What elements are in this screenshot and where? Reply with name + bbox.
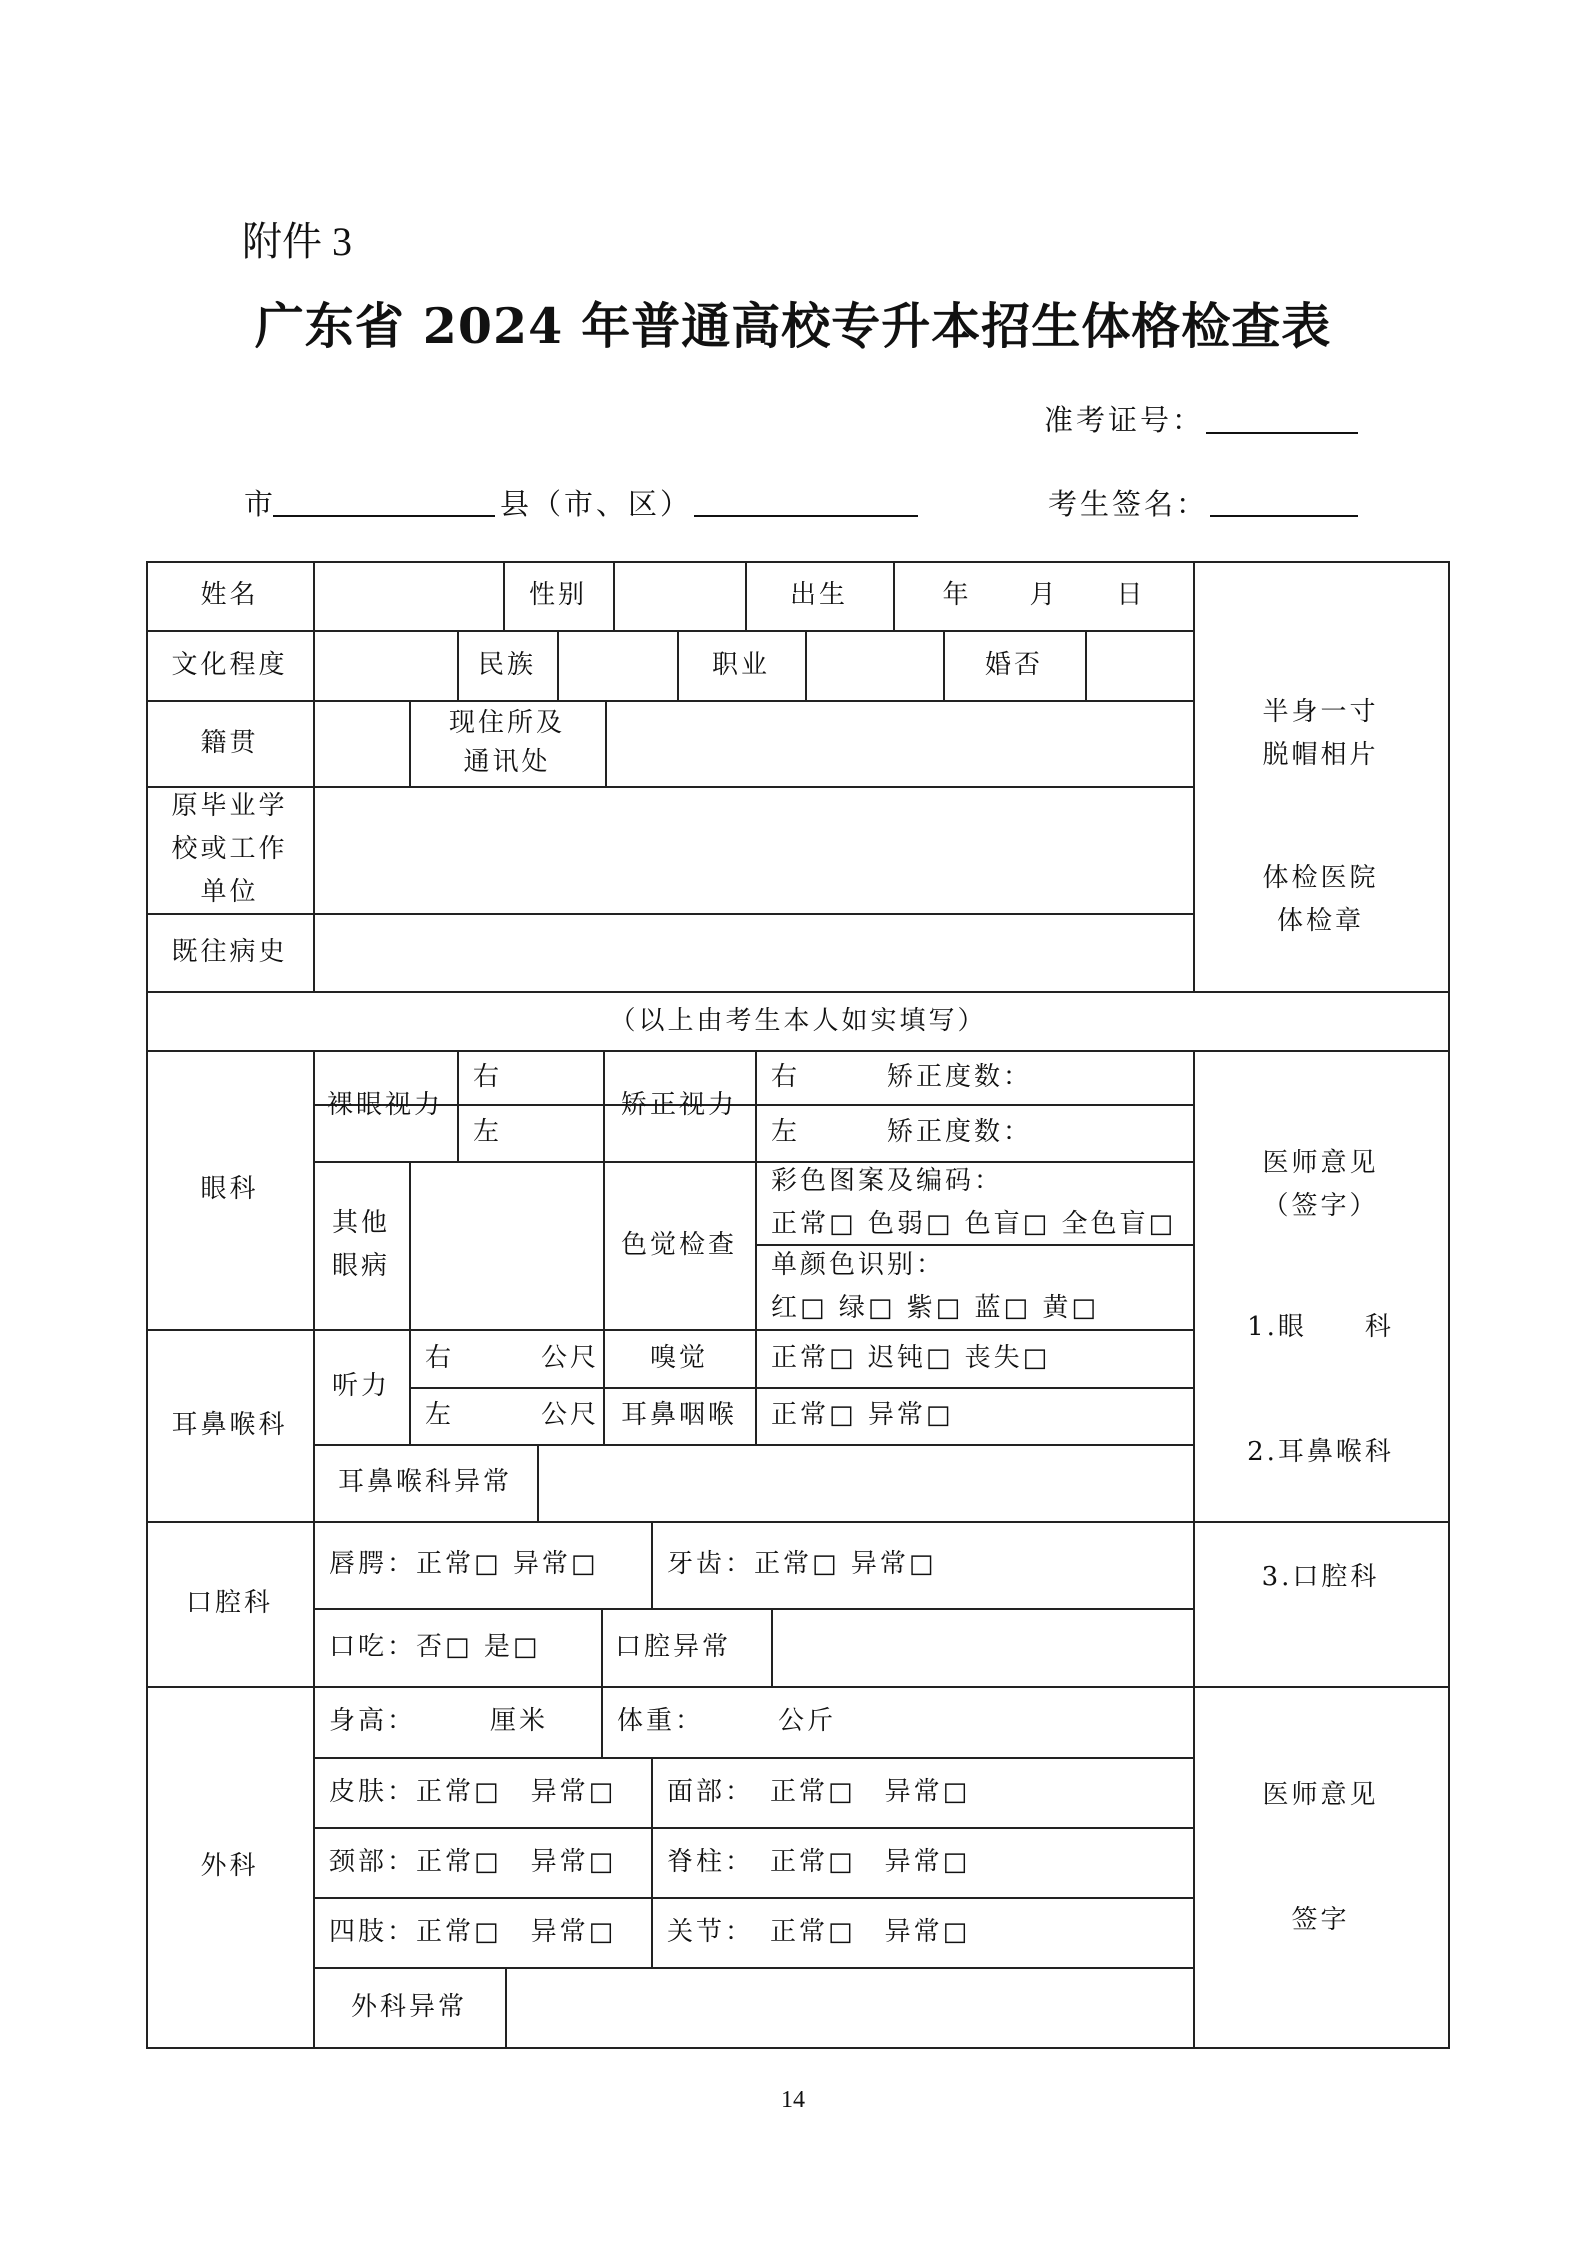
address-label <box>409 700 605 786</box>
self-fill-note: （以上由考生本人如实填写） <box>609 1006 987 1036</box>
throat-options[interactable]: 正常□ 异常□ <box>771 1400 954 1430</box>
throat-label: 耳鼻咽喉 <box>620 1400 737 1430</box>
address-label-line1: 现住所及 <box>448 708 565 738</box>
birth-date-field[interactable]: 年 月 日 <box>942 580 1146 610</box>
ent-abnormal-label: 耳鼻喉科异常 <box>337 1467 512 1497</box>
address-label-line2: 通讯处 <box>463 747 551 777</box>
photo-label-line1: 半身一寸 <box>1262 697 1379 727</box>
corrected-vision-label: 矫正视力 <box>620 1090 737 1120</box>
spine-check[interactable]: 脊柱： 正常□ 异常□ <box>667 1846 971 1877</box>
ent-section-label: 耳鼻喉科 <box>171 1409 288 1440</box>
history-label: 既往病史 <box>171 936 288 967</box>
stamp-label-line1: 体检医院 <box>1262 863 1379 893</box>
school-label-line1: 原毕业学 <box>171 791 288 821</box>
birth-label: 出生 <box>789 580 848 610</box>
corrected-left-degree[interactable]: 左 矫正度数： <box>771 1117 1033 1147</box>
photo-label-line2: 脱帽相片 <box>1262 740 1379 770</box>
hearing-left[interactable]: 左 公尺 <box>425 1400 600 1430</box>
other-eye-line2: 眼病 <box>331 1251 390 1281</box>
county-field[interactable] <box>694 515 918 517</box>
hearing-label: 听力 <box>331 1371 390 1401</box>
other-eye-disease-label <box>313 1161 409 1329</box>
limbs-check[interactable]: 四肢：正常□ 异常□ <box>329 1916 617 1947</box>
attachment-label: 附件 3 <box>242 219 352 264</box>
height-field[interactable]: 身高： 厘米 <box>329 1706 549 1736</box>
signature-label: 考生签名： <box>1048 487 1209 521</box>
exam-no-field[interactable] <box>1206 432 1358 434</box>
joints-check[interactable]: 关节： 正常□ 异常□ <box>667 1916 971 1947</box>
naked-vision-right[interactable]: 右 <box>473 1061 503 1092</box>
photo-area <box>1193 690 1448 778</box>
page-title: 广东省 2024 年普通高校专升本招生体格检查表 <box>254 297 1332 355</box>
eye-section-label: 眼科 <box>200 1174 259 1204</box>
mono-color-check[interactable] <box>755 1244 1193 1329</box>
other-eye-line1: 其他 <box>331 1208 390 1238</box>
lip-palate-check[interactable]: 唇腭：正常□ 异常□ <box>329 1549 599 1579</box>
gender-label: 性别 <box>528 580 587 610</box>
color-pattern-label: 彩色图案及编码： <box>771 1165 1004 1196</box>
doctor-sign-oral[interactable]: 3.口腔科 <box>1261 1561 1380 1592</box>
school-label-line3: 单位 <box>200 877 259 907</box>
name-label: 姓名 <box>200 580 259 610</box>
ethnicity-label: 民族 <box>477 649 536 680</box>
hearing-right[interactable]: 右 公尺 <box>425 1342 600 1373</box>
stamp-label-line2: 体检章 <box>1276 906 1364 936</box>
hospital-stamp-area <box>1193 856 1448 944</box>
stutter-check[interactable]: 口吃：否□ 是□ <box>329 1631 541 1662</box>
neck-check[interactable]: 颈部：正常□ 异常□ <box>329 1846 617 1877</box>
oral-section-label: 口腔科 <box>185 1588 273 1618</box>
weight-field[interactable]: 体重： 公斤 <box>617 1706 837 1736</box>
mono-color-options[interactable]: 红□ 绿□ 紫□ 蓝□ 黄□ <box>771 1292 1099 1323</box>
county-label: 县（市、区） <box>500 487 693 521</box>
doctor-sign-ent[interactable]: 2.耳鼻喉科 <box>1247 1436 1394 1467</box>
education-label: 文化程度 <box>171 649 288 680</box>
naked-vision-left[interactable]: 左 <box>473 1117 503 1147</box>
color-pattern-check[interactable] <box>755 1161 1193 1244</box>
color-pattern-options[interactable]: 正常□ 色弱□ 色盲□ 全色盲□ <box>771 1208 1177 1239</box>
surgery-doctor-opinion: 医师意见 <box>1262 1779 1379 1810</box>
skin-check[interactable]: 皮肤：正常□ 异常□ <box>329 1776 617 1807</box>
name-field[interactable] <box>315 561 503 630</box>
city-field[interactable] <box>273 515 495 517</box>
mono-color-label: 单颜色识别： <box>771 1249 946 1280</box>
school-label <box>146 786 313 913</box>
school-label-line2: 校或工作 <box>171 834 288 864</box>
surgery-abnormal-label: 外科异常 <box>350 1991 467 2022</box>
page-number: 14 <box>781 2087 805 2113</box>
surgery-doctor-sign[interactable]: 签字 <box>1291 1904 1350 1935</box>
smell-label: 嗅觉 <box>649 1342 708 1373</box>
doctor-opinion-line2: （签字） <box>1262 1191 1379 1221</box>
marital-label: 婚否 <box>984 649 1043 680</box>
signature-field[interactable] <box>1210 515 1358 517</box>
doctor-sign-eye[interactable]: 1.眼 科 <box>1247 1311 1394 1342</box>
city-label: 市 <box>244 487 277 521</box>
color-vision-label: 色觉检查 <box>620 1229 737 1260</box>
doctor-opinion-heading <box>1193 1140 1448 1230</box>
naked-vision-label: 裸眼视力 <box>326 1090 443 1120</box>
native-label: 籍贯 <box>200 727 259 758</box>
occupation-label: 职业 <box>711 649 770 680</box>
doctor-opinion-line1: 医师意见 <box>1262 1148 1379 1178</box>
face-check[interactable]: 面部： 正常□ 异常□ <box>667 1776 971 1807</box>
corrected-right-degree[interactable]: 右 矫正度数： <box>771 1061 1033 1092</box>
teeth-check[interactable]: 牙齿：正常□ 异常□ <box>667 1549 937 1579</box>
exam-no-label: 准考证号： <box>1044 403 1205 437</box>
smell-options[interactable]: 正常□ 迟钝□ 丧失□ <box>771 1342 1051 1373</box>
surgery-section-label: 外科 <box>200 1851 259 1881</box>
oral-abnormal-label: 口腔异常 <box>615 1631 732 1662</box>
